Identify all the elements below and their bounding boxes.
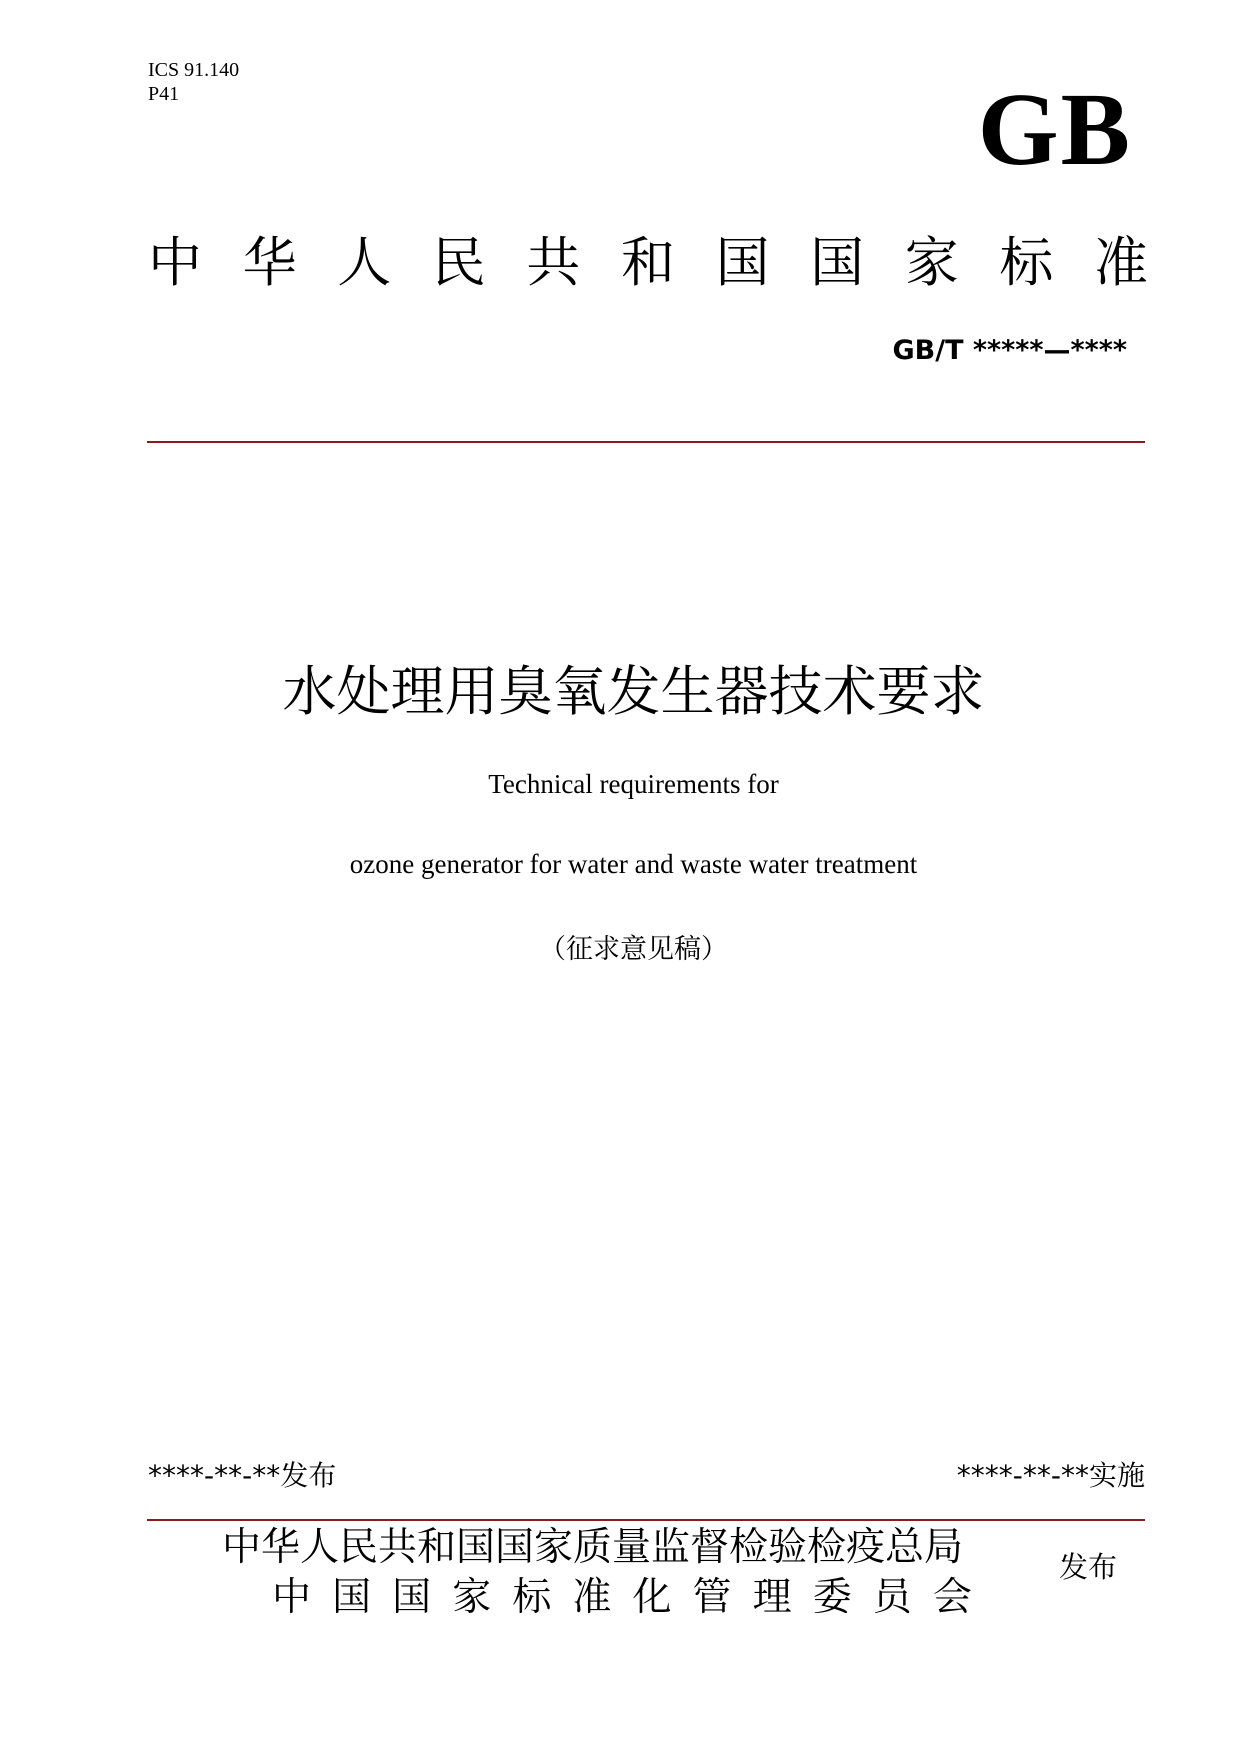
publisher-org-2-char: 理	[752, 1575, 792, 1620]
issue-date: ****-**-**发布	[148, 1459, 337, 1492]
publisher-org-1: 中华人民共和国国家质量监督检验检疫总局	[222, 1525, 964, 1570]
top-divider	[147, 441, 1145, 443]
national-title-char: 准	[1093, 231, 1148, 294]
publisher-org-2-char: 委	[812, 1575, 852, 1620]
national-title-char: 共	[526, 231, 581, 294]
national-title-char: 标	[999, 231, 1054, 294]
standard-number: GB/T *****—****	[892, 335, 1127, 366]
national-title-char: 家	[904, 231, 959, 294]
national-standard-title	[148, 228, 1148, 298]
publisher-org-2-char: 标	[512, 1575, 552, 1620]
national-title-char: 民	[431, 231, 486, 294]
publisher-org-2-char: 员	[872, 1575, 912, 1620]
draft-note: （征求意见稿）	[539, 934, 728, 965]
publisher-org-2-char: 国	[332, 1575, 372, 1620]
publisher-org-2-char: 国	[392, 1575, 432, 1620]
national-title-char: 和	[620, 231, 675, 294]
bottom-divider	[147, 1519, 1145, 1521]
publisher-org-2-char: 会	[932, 1575, 972, 1620]
national-title-char: 国	[810, 231, 865, 294]
national-title-char: 国	[715, 231, 770, 294]
publisher-org-2-char: 化	[632, 1575, 672, 1620]
publisher-org-2	[272, 1572, 972, 1624]
gb-logo: GB	[977, 72, 1132, 187]
publisher-org-2-char: 家	[452, 1575, 492, 1620]
implementation-date: ****-**-**实施	[956, 1459, 1145, 1492]
publisher-org-2-char: 中	[272, 1575, 312, 1620]
publisher-org-2-char: 管	[692, 1575, 732, 1620]
document-title-en-line1: Technical requirements for	[488, 769, 779, 799]
document-title-zh: 水处理用臭氧发生器技术要求	[282, 660, 985, 723]
national-title-char: 人	[337, 231, 392, 294]
national-title-char: 华	[242, 231, 297, 294]
ccs-code: P41	[148, 83, 180, 105]
national-title-char: 中	[148, 231, 202, 294]
publisher-org-2-char: 准	[572, 1575, 612, 1620]
publish-label: 发布	[1059, 1550, 1118, 1584]
ics-code: ICS 91.140	[148, 59, 240, 81]
document-title-en-line2: ozone generator for water and waste water treatment	[349, 849, 918, 879]
